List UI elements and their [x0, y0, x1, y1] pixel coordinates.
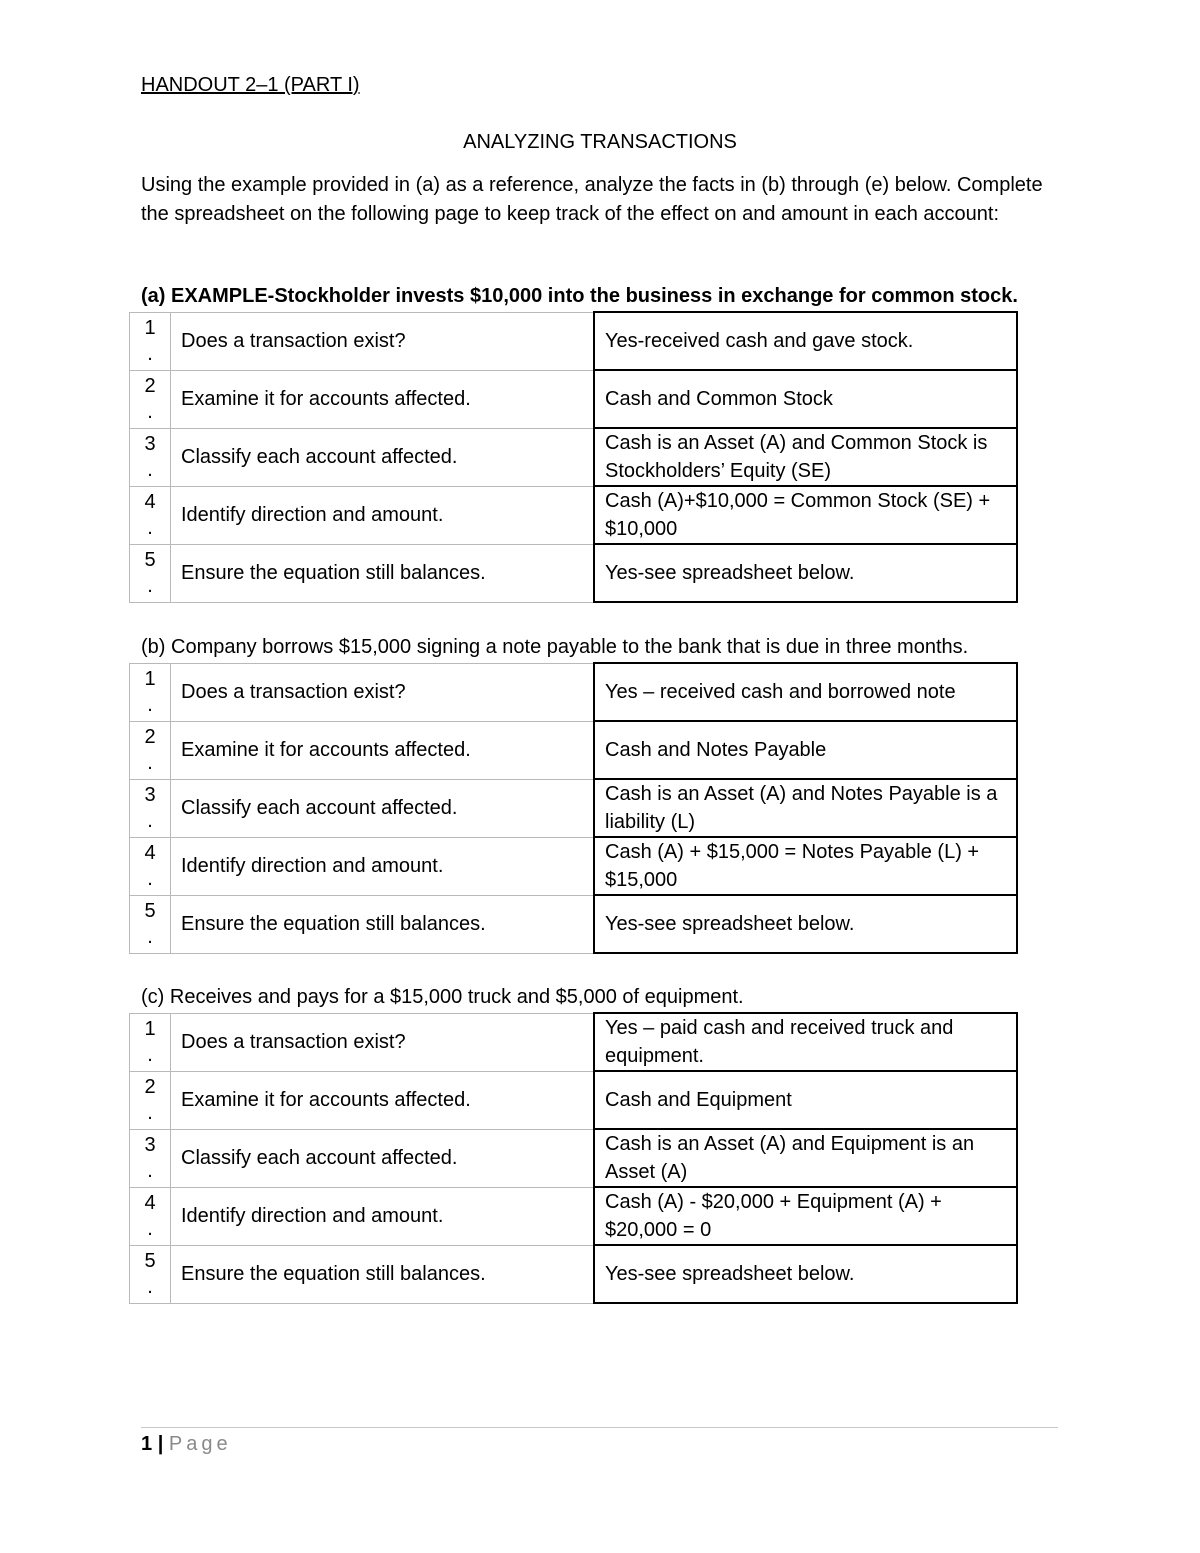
- table-row: [130, 486, 1018, 544]
- step-number: 4 .: [130, 1187, 171, 1245]
- table-row: [130, 370, 1018, 428]
- footer-separator: |: [157, 1433, 164, 1455]
- table-row: [130, 1071, 1018, 1129]
- step-answer: Cash is an Asset (A) and Notes Payable is a liability (L): [594, 779, 1017, 837]
- section-a-table: [129, 311, 1018, 603]
- handout-title: HANDOUT 2–1 (PART I): [141, 74, 360, 96]
- step-question: Ensure the equation still balances.: [171, 1245, 595, 1303]
- step-question: Classify each account affected.: [171, 428, 595, 486]
- step-answer: Yes – received cash and borrowed note: [594, 663, 1017, 721]
- step-number: 2 .: [130, 721, 171, 779]
- step-question: Identify direction and amount.: [171, 837, 595, 895]
- table-row: [130, 721, 1018, 779]
- table-row: [130, 544, 1018, 602]
- step-question: Examine it for accounts affected.: [171, 721, 595, 779]
- step-question: Ensure the equation still balances.: [171, 895, 595, 953]
- step-question: Examine it for accounts affected.: [171, 1071, 595, 1129]
- step-number: 4 .: [130, 486, 171, 544]
- section-b-table: [129, 662, 1018, 954]
- step-question: Does a transaction exist?: [171, 312, 595, 370]
- step-question: Identify direction and amount.: [171, 1187, 595, 1245]
- footer-divider: [141, 1427, 1058, 1428]
- step-answer: Yes – paid cash and received truck and equipment.: [594, 1013, 1017, 1071]
- section-a-heading: (a) EXAMPLE-Stockholder invests $10,000 into the business in exchange for common stock.: [141, 285, 1018, 307]
- table-row: [130, 837, 1018, 895]
- step-answer: Cash and Common Stock: [594, 370, 1017, 428]
- step-question: Classify each account affected.: [171, 779, 595, 837]
- table-row: [130, 428, 1018, 486]
- step-question: Ensure the equation still balances.: [171, 544, 595, 602]
- table-row: [130, 1245, 1018, 1303]
- page-number: 1: [141, 1433, 153, 1455]
- step-answer: Cash and Equipment: [594, 1071, 1017, 1129]
- step-number: 3 .: [130, 428, 171, 486]
- step-answer: Yes-see spreadsheet below.: [594, 1245, 1017, 1303]
- table-row: [130, 895, 1018, 953]
- table-row: [130, 1187, 1018, 1245]
- step-number: 4 .: [130, 837, 171, 895]
- step-number: 5 .: [130, 895, 171, 953]
- step-question: Does a transaction exist?: [171, 1013, 595, 1071]
- step-number: 5 .: [130, 544, 171, 602]
- table-row: [130, 312, 1018, 370]
- step-answer: Yes-see spreadsheet below.: [594, 544, 1017, 602]
- step-answer: Cash is an Asset (A) and Common Stock is Stockholders’ Equity (SE): [594, 428, 1017, 486]
- section-b-heading: (b) Company borrows $15,000 signing a note payable to the bank that is due in three months.: [141, 636, 969, 658]
- step-number: 2 .: [130, 1071, 171, 1129]
- section-c-table: [129, 1012, 1018, 1304]
- page-subtitle: ANALYZING TRANSACTIONS: [463, 131, 737, 153]
- step-question: Classify each account affected.: [171, 1129, 595, 1187]
- step-answer: Cash (A) + $15,000 = Notes Payable (L) + $15,000: [594, 837, 1017, 895]
- step-answer: Yes-received cash and gave stock.: [594, 312, 1017, 370]
- step-number: 3 .: [130, 1129, 171, 1187]
- step-question: Examine it for accounts affected.: [171, 370, 595, 428]
- section-c-heading: (c) Receives and pays for a $15,000 truck and $5,000 of equipment.: [141, 986, 744, 1008]
- table-row: [130, 663, 1018, 721]
- step-number: 2 .: [130, 370, 171, 428]
- step-answer: Cash is an Asset (A) and Equipment is an Asset (A): [594, 1129, 1017, 1187]
- step-answer: Cash (A) - $20,000 + Equipment (A) + $20,000 = 0: [594, 1187, 1017, 1245]
- table-row: [130, 1013, 1018, 1071]
- step-question: Does a transaction exist?: [171, 663, 595, 721]
- step-answer: Cash (A)+$10,000 = Common Stock (SE) + $10,000: [594, 486, 1017, 544]
- step-question: Identify direction and amount.: [171, 486, 595, 544]
- step-answer: Cash and Notes Payable: [594, 721, 1017, 779]
- intro-paragraph: Using the example provided in (a) as a reference, analyze the facts in (b) through (e) below. Complete the spreadsheet on the following page to keep track of the effect on and amount in each account:: [141, 174, 1043, 225]
- page-footer: [141, 1433, 232, 1456]
- table-row: [130, 779, 1018, 837]
- step-number: 1 .: [130, 1013, 171, 1071]
- step-answer: Yes-see spreadsheet below.: [594, 895, 1017, 953]
- step-number: 1 .: [130, 663, 171, 721]
- page-label: Page: [168, 1433, 232, 1455]
- step-number: 3 .: [130, 779, 171, 837]
- step-number: 1 .: [130, 312, 171, 370]
- table-row: [130, 1129, 1018, 1187]
- step-number: 5 .: [130, 1245, 171, 1303]
